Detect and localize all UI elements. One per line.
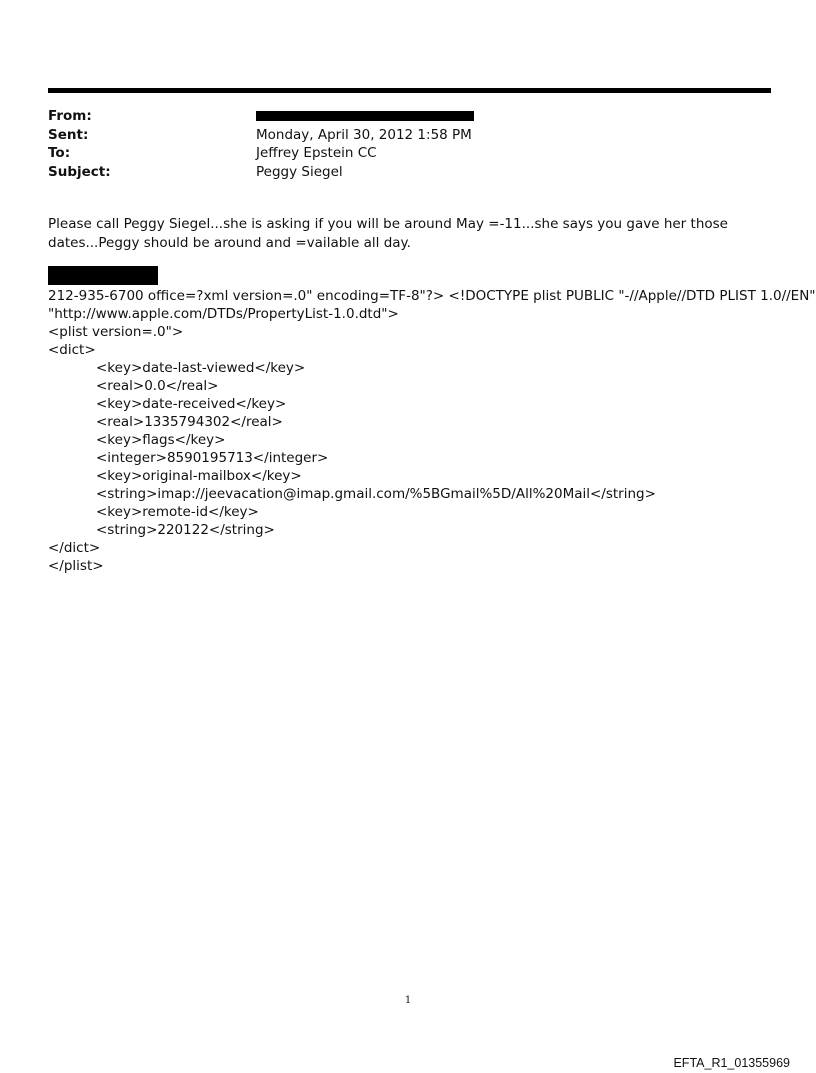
sent-label: Sent:: [48, 126, 89, 143]
plist-line: <key>remote-id</key>: [96, 504, 259, 520]
plist-line: <real>0.0</real>: [96, 378, 219, 394]
from-value: [256, 107, 768, 126]
plist-line: <string>imap://jeevacation@imap.gmail.com/%5BGmail%5D/All%20Mail</string>: [96, 486, 656, 502]
plist-line: <key>original-mailbox</key>: [96, 468, 302, 484]
sent-row: [48, 126, 768, 145]
plist-line: <integer>8590195713</integer>: [96, 450, 329, 466]
subject-label: Subject:: [48, 163, 111, 180]
from-row: [48, 107, 768, 126]
header-divider: [48, 88, 771, 93]
plist-line: <plist version=.0">: [48, 324, 184, 340]
from-label: From:: [48, 108, 92, 124]
subject-value: Peggy Siegel: [256, 163, 343, 180]
redaction-bar: [256, 111, 474, 121]
to-label: To:: [48, 145, 71, 161]
page-number: 1: [404, 995, 412, 1006]
plist-line: <key>date-last-viewed</key>: [96, 360, 306, 376]
plist-line: <real>1335794302</real>: [96, 414, 283, 430]
signature-redaction: [48, 266, 158, 285]
plist-line: </dict>: [48, 540, 101, 556]
sent-value: Monday, April 30, 2012 1:58 PM: [256, 126, 472, 143]
document-id: EFTA_R1_01355969: [673, 1056, 790, 1070]
plist-line: </plist>: [48, 558, 104, 574]
plist-line: "http://www.apple.com/DTDs/PropertyList-1.0.dtd">: [48, 306, 399, 322]
plist-line: <key>date-received</key>: [96, 396, 287, 412]
subject-row: [48, 163, 768, 182]
plist-line: 212-935-6700 office=?xml version=.0" encoding=TF-8"?> <!DOCTYPE plist PUBLIC "-//Apple//DTD PLIST 1.0//EN": [48, 288, 816, 304]
plist-line: <key>flags</key>: [96, 432, 226, 448]
to-row: [48, 144, 768, 163]
message-body: Please call Peggy Siegel...she is asking if you will be around May =-11...she says you gave her those dates...Peggy should be around and =vailable all day.: [48, 216, 728, 251]
plist-line: <string>220122</string>: [96, 522, 275, 538]
to-value: Jeffrey Epstein CC: [256, 145, 377, 161]
email-header: [48, 107, 768, 181]
plist-block: [48, 287, 816, 575]
plist-line: <dict>: [48, 342, 96, 358]
